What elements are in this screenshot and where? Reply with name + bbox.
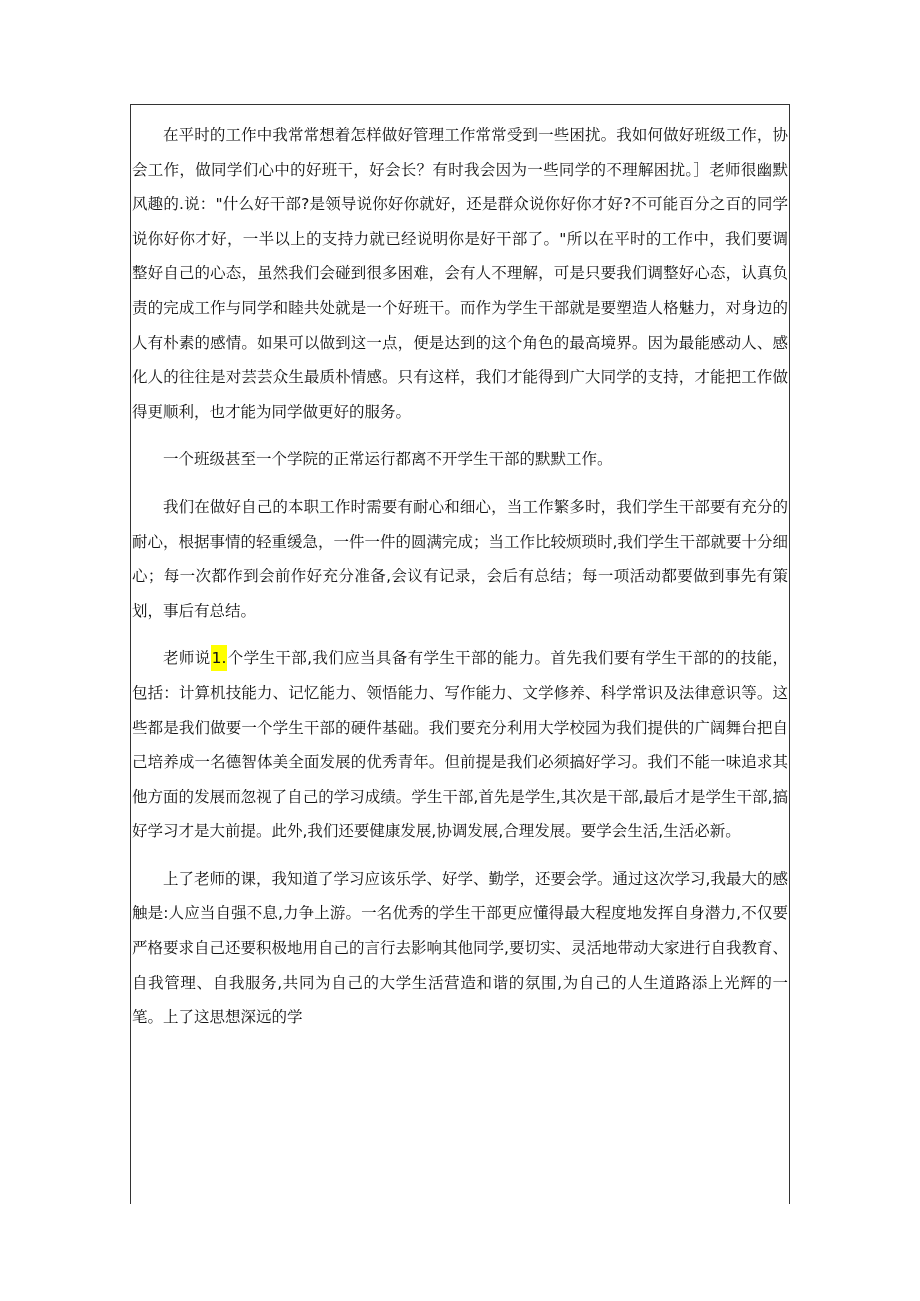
paragraph-4 [132,641,788,849]
paragraph-2: 一个班级甚至一个学院的正常运行都离不开学生干部的默默工作。 [163,450,613,469]
paragraph-3: 我们在做好自己的本职工作时需要有耐心和细心，当工作繁多时，我们学生干部要有充分的耐心，根据事情的轻重缓急，一件一件的圆满完成；当工作比较烦琐时,我们学生干部就要十分细心；每一次都作到会前作好充分准备,会议有记录，会后有总结；每一项活动都要做到事先有策划，事后有总结。 [132,497,788,620]
teacher-says-rest: 个学生干部,我们应当具备有学生干部的能力。首先我们要有学生干部的的技能，包括：计算机技能力、记忆能力、领悟能力、写作能力、文学修养、科学常识及法律意识等。这些都是我们做要一个学生干部的硬件基础。我们要充分利用大学校园为我们提供的广阔舞台把自己培养成一名德智体美全面发展的优秀青年。但前提是我们必须搞好学习。我们不能一味追求其他方面的发展而忽视了自己的学习成绩。学生干部,首先是学生,其次是干部,最后才是学生干部,搞好学习才是大前提。此外,我们还要健康发展,协调发展,合理发展。要学会生活,生活必新。 [132,649,788,841]
document-body [132,118,788,1048]
highlighted-number: 1. [211,645,228,671]
paragraph-1: 在平时的工作中我常常想着怎样做好管理工作常常受到一些困扰。我如何做好班级工作，协会工作，做同学们心中的好班干，好会长？有时我会因为一些同学的不理解困扰。］老师很幽默风趣的.说："什么好干部?是领导说你好你就好，还是群众说你好你才好?不可能百分之百的同学说你好你才好，一半以上的支持力就已经说明你是好干部了。"所以在平时的工作中，我们要调整好自己的心态，虽然我们会碰到很多困难，会有人不理解，可是只要我们调整好心态，认真负责的完成工作与同学和睦共处就是一个好班干。而作为学生干部就是要塑造人格魅力，对身边的人有朴素的感情。如果可以做到这一点，便是达到的这个角色的最高境界。因为最能感动人、感化人的往往是对芸芸众生最质朴情感。只有这样，我们才能得到广大同学的支持，才能把工作做得更顺利，也才能为同学做更好的服务。 [132,126,788,421]
paragraph-5: 上了老师的课，我知道了学习应该乐学、好学、勤学，还要会学。通过这次学习,我最大的感触是:人应当自强不息,力争上游。一名优秀的学生干部更应懂得最大程度地发挥自身潜力,不仅要严格要求自己还要积极地用自己的言行去影响其他同学,要切实、灵活地带动大家进行自我教育、自我管理、自我服务,共同为自己的大学生活营造和谐的氛围,为自己的人生道路添上光辉的一笔。上了这思想深远的学 [132,869,788,1027]
teacher-says-prefix: 老师说 [163,649,211,668]
